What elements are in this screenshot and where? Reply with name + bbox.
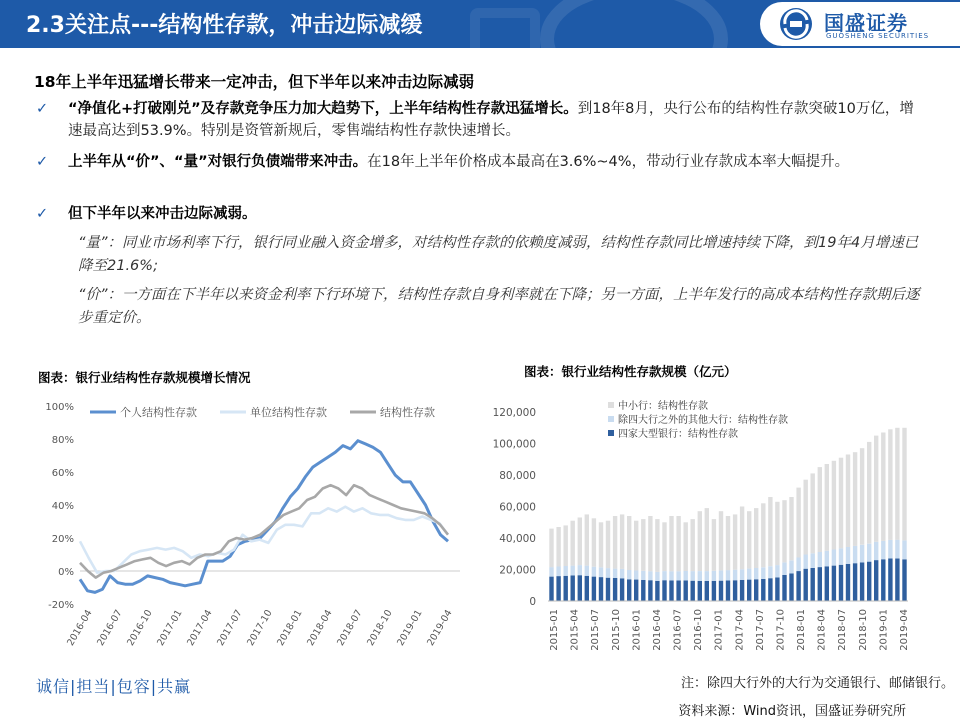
bar-segment [634,580,638,601]
bar-segment [627,570,631,579]
bar-segment [895,559,899,602]
bar-segment [705,508,709,571]
bar-segment [684,571,688,581]
x-tick-label: 2016-04 [65,608,95,648]
bar-segment [592,518,596,566]
legend-swatch [608,430,614,436]
bar-segment [564,576,568,601]
check-icon: ✓ [36,101,49,117]
bar-segment [839,458,843,549]
legend-label: 单位结构性存款 [250,406,327,419]
bar-segment [676,516,680,571]
check-icon: ✓ [36,206,49,222]
bar-segment [641,519,645,571]
y-tick-label: 120,000 [492,407,536,419]
bar-segment [592,567,596,577]
bar-segment [719,570,723,580]
bar-segment [832,550,836,566]
bar-segment [684,580,688,601]
bullet-item [36,151,916,173]
bar-segment [712,581,716,601]
bar-segment [556,576,560,601]
x-tick-label: 2017-01 [713,609,725,651]
legend-label: 除四大行之外的其他大行：结构性存款 [618,415,788,426]
bar-segment [902,559,906,601]
bar-segment [832,461,836,550]
x-tick-label: 2018-07 [837,609,849,651]
series-line [80,507,448,573]
bar-segment [775,565,779,577]
bar-segment [719,581,723,601]
page-title: 2.3关注点---结构性存款，冲击边际减缓 [26,13,423,38]
quote-price: “价”：一方面在下半年以来资金利率下行环境下，结构性存款自身利率就在下降；另一方面，上半年发行的高成本结构性存款期后逐步重定价。 [78,287,920,326]
bar-segment [832,566,836,601]
bar-segment [775,502,779,565]
bar-segment [902,540,906,559]
bar-segment [585,566,589,576]
bar-segment [768,578,772,601]
header-bar [0,0,960,48]
bar-segment [669,581,673,602]
bar-segment [578,575,582,601]
x-tick-label: 2015-04 [569,609,581,651]
bar-segment [818,467,822,552]
legend-label: 个人结构性存款 [120,406,197,419]
bar-segment [691,519,695,571]
bar-segment [818,567,822,601]
bullet-bold: 上半年从“价”、“量”对银行负债端带来冲击。 [68,154,368,170]
x-tick-label: 2019-04 [425,608,455,648]
bar-segment [867,544,871,562]
footnote: 注：除四大行外的大行为交通银行、邮储银行。 [680,676,954,691]
bar-segment [571,521,575,566]
bar-segment [825,566,829,601]
bar-segment [775,577,779,601]
bar-segment [571,576,575,602]
bar-segment [627,579,631,601]
x-tick-label: 2016-07 [95,608,125,648]
bar-segment [846,455,850,548]
bar-segment [846,547,850,564]
bar-segment [599,567,603,577]
bar-segment [740,569,744,580]
bar-segment [895,428,899,540]
x-tick-label: 2016-01 [631,609,643,651]
bar-segment [641,580,645,601]
bar-segment [874,542,878,560]
bar-segment [902,428,906,541]
x-tick-label: 2018-01 [796,609,808,651]
bar-segment [853,563,857,601]
bar-segment [825,464,829,551]
x-tick-label: 2019-01 [395,608,425,648]
bar-segment [747,569,751,580]
y-tick-label: 100,000 [492,438,536,451]
x-tick-label: 2015-07 [590,609,602,651]
bar-segment [578,518,582,566]
bar-segment [726,516,730,570]
bar-segment [726,581,730,602]
x-tick-label: 2017-07 [215,608,245,648]
bar-segment [761,579,765,601]
x-tick-label: 2017-07 [754,609,766,651]
x-tick-label: 2017-04 [185,608,215,648]
bar-segment [606,578,610,601]
bar-segment [853,452,857,546]
quote-volume: “量”：同业市场利率下行，银行同业融入资金增多，对结构性存款的依赖度减弱，结构性存款同比增速持续下降，到19年4月增速已降至21.6%; [78,235,919,274]
bar-segment [549,567,553,577]
bar-segment [747,580,751,601]
bullet-item [36,203,916,225]
bar-segment [655,581,659,601]
bar-segment [705,581,709,601]
x-tick-label: 2017-01 [155,608,185,648]
bar-segment [782,575,786,601]
bar-segment [888,559,892,602]
bar-segment [860,562,864,601]
x-tick-label: 2017-04 [734,609,746,651]
y-tick-label: 100% [45,402,74,413]
bar-segment [754,568,758,579]
bar-segment [627,516,631,570]
bar-segment [881,559,885,601]
bar-segment [620,514,624,569]
x-tick-label: 2018-01 [275,608,305,648]
x-tick-label: 2018-04 [816,609,828,651]
bar-segment [761,567,765,579]
bar-segment [705,571,709,581]
bar-segment [676,571,680,580]
bar-segment [782,500,786,562]
bar-segment [789,573,793,601]
y-tick-label: 80% [51,435,74,446]
bar-segment [606,568,610,578]
y-tick-label: -20% [48,600,74,611]
bar-segment [747,511,751,568]
bar-segment [811,568,815,601]
bar-segment [811,473,815,553]
y-tick-label: 0 [529,596,536,608]
bar-segment [641,571,645,580]
bar-segment [754,579,758,601]
y-tick-label: 20% [51,534,74,545]
series-line [80,485,448,577]
bar-segment [733,514,737,569]
bar-segment [648,580,652,601]
bar-chart [490,394,910,664]
bar-segment [782,562,786,575]
bar-segment [698,581,702,601]
chart1-caption: 图表：银行业结构性存款规模增长情况 [38,370,251,385]
bar-segment [620,578,624,601]
bar-segment [662,522,666,571]
bar-segment [804,569,808,601]
bar-segment [789,497,793,560]
bar-segment [768,566,772,578]
y-tick-label: 80,000 [499,470,536,482]
bar-segment [662,580,666,601]
y-tick-label: 60,000 [499,501,536,514]
bar-segment [585,514,589,565]
bar-segment [881,541,885,559]
bar-segment [839,565,843,601]
bar-segment [669,571,673,580]
bullet-bold: 但下半年以来冲击边际减弱。 [68,206,257,222]
bar-segment [585,576,589,601]
bar-segment [726,570,730,580]
logo-text: 国盛证券 [824,11,908,35]
bar-segment [698,511,702,571]
logo-subtext: GUOSHENG SECURITIES [826,32,930,40]
bar-segment [825,551,829,567]
bar-segment [549,529,553,568]
bar-segment [754,508,758,568]
y-tick-label: 0% [58,567,74,578]
bullet-text: 到18年8月，央行公布的结构性存款突破10万亿，增速最高达到53.9%。特别是资管新规后，零售端结构性存款快速增长。 [68,101,914,139]
bar-segment [698,571,702,581]
legend-label: 结构性存款 [380,406,435,419]
bar-segment [867,562,871,601]
bar-segment [733,580,737,601]
bar-segment [571,566,575,576]
bar-segment [740,580,744,601]
bar-segment [691,581,695,601]
bar-segment [676,581,680,602]
bar-segment [853,546,857,563]
bar-segment [811,553,815,568]
bar-segment [796,571,800,601]
section-heading: 18年上半年迅猛增长带来一定冲击，但下半年以来冲击边际减弱 [34,73,475,91]
bar-segment [888,429,892,540]
bar-segment [613,516,617,569]
bar-segment [606,521,610,568]
bar-segment [691,571,695,581]
logo-icon [776,6,816,42]
bar-segment [648,516,652,571]
bar-segment [634,521,638,571]
bar-segment [684,522,688,571]
x-tick-label: 2017-10 [245,608,275,648]
bar-segment [733,570,737,581]
legend-label: 中小行：结构性存款 [618,401,708,412]
y-tick-label: 60% [51,468,74,479]
bar-segment [796,558,800,572]
header-decoration [470,8,540,48]
bar-segment [556,527,560,567]
x-tick-label: 2018-07 [335,608,365,648]
bar-segment [669,516,673,571]
x-tick-label: 2019-01 [878,609,890,651]
bar-segment [789,560,793,573]
x-tick-label: 2016-10 [693,609,705,651]
x-tick-label: 2018-10 [857,609,869,651]
chart2-caption: 图表：银行业结构性存款规模（亿元） [524,364,737,379]
header-decoration [540,0,728,48]
bar-segment [578,565,582,575]
bar-segment [804,480,808,555]
bullet-bold: “净值化+打破刚兑”及存款竞争压力加大趋势下，上半年结构性存款迅猛增长。 [68,101,578,117]
x-tick-label: 2015-10 [610,609,622,651]
bar-segment [634,570,638,579]
x-tick-label: 2015-01 [549,609,560,651]
bar-segment [712,519,716,571]
bar-segment [888,540,892,559]
x-tick-label: 2018-10 [365,608,395,648]
bar-segment [740,507,744,570]
bar-segment [867,442,871,544]
bar-segment [719,511,723,570]
bar-segment [648,571,652,580]
x-tick-label: 2017-10 [775,609,787,651]
bar-segment [768,497,772,566]
line-chart [40,394,470,654]
bar-segment [860,545,864,563]
bar-segment [564,525,568,566]
bar-segment [796,488,800,558]
footer-slogan: 诚信|担当|包容|共赢 [36,677,192,696]
bar-segment [655,572,659,581]
legend-swatch [608,416,614,422]
bar-segment [620,569,624,578]
bar-segment [564,566,568,576]
bar-segment [881,433,885,541]
logo [760,2,960,46]
bar-segment [761,503,765,567]
x-tick-label: 2016-04 [651,609,663,651]
bar-segment [712,571,716,581]
bar-segment [846,564,850,601]
bar-segment [874,436,878,542]
bar-segment [556,567,560,577]
bar-segment [599,522,603,567]
x-tick-label: 2016-07 [672,609,684,651]
bar-segment [839,548,843,565]
y-tick-label: 20,000 [499,564,536,577]
bar-segment [860,448,864,545]
bar-segment [599,577,603,601]
bar-segment [549,577,553,601]
bar-segment [592,577,596,601]
bar-segment [662,571,666,580]
bullet-item [36,98,916,142]
x-tick-label: 2018-04 [305,608,335,648]
bar-segment [818,552,822,567]
legend-swatch [608,402,614,408]
x-tick-label: 2019-04 [899,609,910,651]
y-tick-label: 40,000 [499,533,536,545]
bar-segment [804,555,808,569]
bar-segment [874,560,878,601]
legend-label: 四家大型银行：结构性存款 [618,429,738,440]
bullet-text: 在18年上半年价格成本最高在3.6%~4%，带动行业存款成本率大幅提升。 [367,154,850,170]
y-tick-label: 40% [51,501,74,512]
bar-segment [895,540,899,559]
bar-segment [613,578,617,601]
x-tick-label: 2016-10 [125,608,155,648]
source-note: 资料来源：Wind资讯，国盛证券研究所 [678,704,906,719]
bar-segment [613,569,617,578]
bar-segment [655,519,659,572]
check-icon: ✓ [36,154,49,170]
